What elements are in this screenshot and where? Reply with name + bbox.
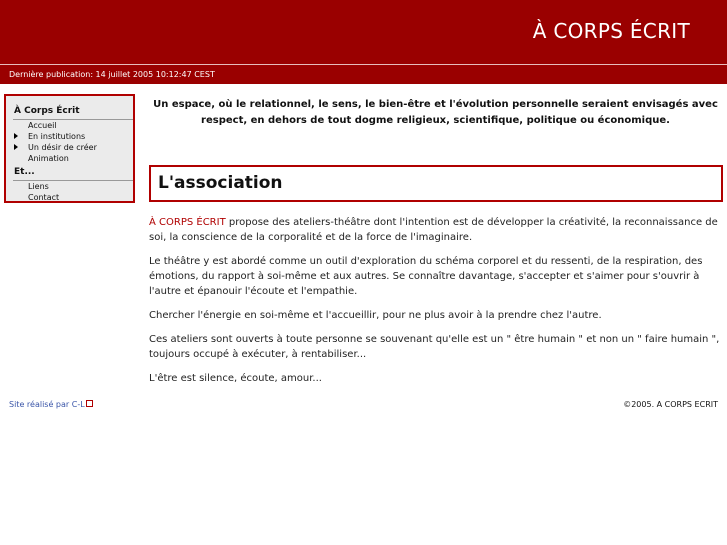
site-credit-link[interactable] [9, 400, 93, 409]
sidebar-section-title: À Corps Écrit [14, 106, 80, 116]
publication-date: Dernière publication: 14 juillet 2005 10:12:47 CEST [9, 70, 215, 79]
sidebar-item-label: Un désir de créer [28, 143, 97, 152]
page-title: L'association [158, 173, 283, 193]
sidebar-item-label: Contact [28, 193, 60, 202]
external-link-icon [86, 400, 93, 407]
paragraph: L'être est silence, écoute, amour... [149, 373, 322, 384]
publication-bar [0, 65, 727, 84]
sidebar-item[interactable] [6, 120, 133, 131]
sidebar-item-label: Accueil [28, 121, 57, 130]
paragraph [149, 215, 724, 245]
copyright: ©2005. A CORPS ECRIT [623, 400, 718, 409]
paragraph: Le théâtre y est abordé comme un outil d'exploration du schéma corporel et du ressenti, de la respiration, des émotions, du rapport à soi-même et aux autres. Se connaître davantage, s'accepter et s'aimer pour s'ouvrir à l'autre et épanouir l'écoute et l'empathie. [149, 256, 703, 297]
sidebar-list [6, 120, 133, 164]
paragraph: Chercher l'énergie en soi-même et l'accueillir, pour ne plus avoir à la prendre chez l'autre. [149, 310, 602, 321]
page-title-box [149, 165, 723, 202]
tagline: Un espace, où le relationnel, le sens, le bien-être et l'évolution personnelle seraient envisagés avec respect, en dehors de tout dogme religieux, scientifique, politique ou économique. [149, 97, 722, 131]
sidebar-list [6, 181, 133, 203]
sidebar-item[interactable] [6, 192, 133, 203]
sidebar-item[interactable] [6, 131, 133, 142]
arrow-right-icon [14, 144, 18, 150]
sidebar-item-label: Liens [28, 182, 49, 191]
site-credit-text: Site réalisé par C-L [9, 400, 85, 409]
sidebar-item[interactable] [6, 142, 133, 153]
sidebar-nav [4, 94, 135, 203]
paragraph: Ces ateliers sont ouverts à toute personne se souvenant qu'elle est un " être humain " et non un " faire humain ", toujours occupé à exécuter, à rentabiliser... [149, 334, 720, 360]
arrow-right-icon [14, 133, 18, 139]
main-content [149, 215, 724, 395]
site-header [0, 0, 727, 64]
sidebar-item[interactable] [6, 181, 133, 192]
paragraph-text: propose des ateliers-théâtre dont l'intention est de développer la créativité, la reconnaissance de soi, la conscience de la corporalité et de la force de l'imaginaire. [149, 217, 718, 243]
sidebar-item-label: En institutions [28, 132, 86, 141]
sidebar-item-label: Animation [28, 154, 69, 163]
sidebar-item[interactable] [6, 153, 133, 164]
site-title: À CORPS ÉCRIT [532, 19, 690, 43]
brand-name: À CORPS ÉCRIT [149, 217, 226, 228]
sidebar-section-title: Et... [14, 167, 35, 177]
